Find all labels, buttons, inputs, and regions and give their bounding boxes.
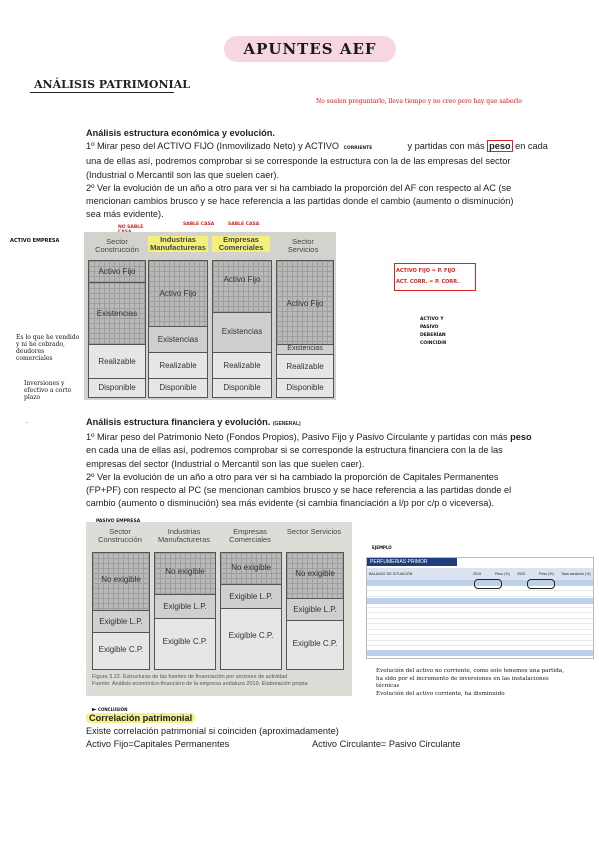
general-note: (GENERAL) [272, 421, 301, 427]
realizable-side-note: Es lo que he vendido y ni he cobrado, deudores comerciales [16, 334, 80, 362]
fig2-c3-excp: Exigible C.P. [286, 620, 344, 670]
fig2-c0-noexigible: No exigible [92, 552, 150, 612]
block2-heading-row [86, 416, 592, 431]
conclusion-right: Activo Circulante= Pasivo Circulante [312, 739, 461, 750]
fig1-header-1: Industrias Manufactureras [148, 236, 208, 252]
conclusion-block: Correlación patrimonial Existe correlación patrimonial si coinciden (aproximadamente) Activo Fijo=Capitales Permanentes Activo Circulante= Pasivo Circulante [86, 712, 586, 751]
fig1-c3-existencias: Existencias [276, 344, 334, 356]
fig2-header-2: Empresas Comerciales [229, 527, 271, 544]
red-equation-box: ACTIVO FIJO = P. FIJO ACT. CORR. = P. CORR. [396, 268, 460, 285]
fig1-c2-disponible: Disponible [212, 378, 272, 398]
fig1-c2-realizable: Realizable [212, 352, 272, 380]
example-circle-1 [474, 579, 502, 589]
example-notes: Evolución del activo no corriente, como solo tenemos una partida, ha sido por el incremento de inversiones en las instalaciones técnicas Evolución del activo corriente, ha disminuido [376, 668, 564, 697]
fig2-c2-exlp: Exigible L.P. [220, 584, 282, 610]
fig1-header-3: Sector Servicios [287, 237, 319, 254]
block1-heading: Análisis estructura económica y evolución. [86, 128, 275, 138]
stray-dot: . [26, 418, 28, 425]
section-underline [30, 92, 174, 93]
fig1-c3-disponible: Disponible [276, 378, 334, 398]
fig1-c0-disponible: Disponible [88, 378, 146, 398]
fig2-header-0: Sector Construcción [98, 527, 142, 544]
fig1-c3-realizable: Realizable [276, 354, 334, 380]
economic-structure-block: Análisis estructura económica y evolución. 1º Mirar peso del ACTIVO FIJO (Inmovilizado Neto) y ACTIVO CORRIENTE y partidas con más peso en cada una de ellas así, podremos comprobar si se corresponde la estructura con la de las empresas del sector (Industrial o Mercantil son las que suelen caer). 2º Ver la evolución de un año a otro para ver si ha cambiado la proporción del AF con respecto al AC (se mencionan cambios brusco y se hace referencia a las partidas donde el cambio (aumento o disminución) sea más evidente). [86, 127, 586, 221]
fig1-c1-existencias: Existencias [148, 326, 208, 354]
section-title: ANÁLISIS PATRIMONIAL [34, 78, 190, 91]
fig2-c2-noexigible: No exigible [220, 552, 282, 586]
block2-heading: Análisis estructura financiera y evolución. [86, 417, 271, 427]
fig2-c1-exlp: Exigible L.P. [154, 594, 216, 620]
fig1-header-0: Sector Construcción [95, 237, 139, 254]
fig1-c0-existencias: Existencias [88, 282, 146, 346]
fig1-c1-disponible: Disponible [148, 378, 208, 398]
activo-empresa-note: ACTIVO EMPRESA [10, 238, 60, 244]
figure2-caption: Figura 3.22. Estructuras de las fuentes de financiación por sectores de actividad Fuente: Análisis económico-financiero de la empresa andaluza 2019. Elaboración propia [92, 674, 308, 687]
handwritten-corriente: CORRIENTE [343, 146, 373, 152]
fig2-header-3: Sector Servicios [286, 527, 342, 536]
fig2-c2-excp: Exigible C.P. [220, 608, 282, 670]
sable-tag-1: SABLE CASA [183, 222, 215, 227]
fig2-c3-noexigible: No exigible [286, 552, 344, 600]
activo-pasivo-note: ACTIVO Y PASIVO DEBERÍAN COINCIDIR [420, 317, 447, 346]
figure1-economic-structure [84, 232, 336, 400]
red-equation-frame [394, 263, 476, 291]
fig1-c2-activo: Activo Fijo [212, 260, 272, 314]
no-sable-tag: NO SABLE [118, 225, 144, 230]
conclusion-heading: Correlación patrimonial [86, 713, 195, 723]
example-circle-2 [527, 579, 555, 589]
sable-tag-2: SABLE CASA [228, 222, 260, 227]
figure2-financial-structure [86, 522, 352, 696]
page-title: APUNTES AEF [224, 36, 396, 62]
block1-p1-line1: 1º Mirar peso del ACTIVO FIJO (Inmovilizado Neto) y ACTIVO CORRIENTE y partidas con más peso en cada [86, 141, 548, 152]
example-label: EJEMPLO [372, 545, 392, 550]
fig2-header-1: Industrias Manufactureras [157, 527, 211, 544]
peso-highlight: peso [489, 141, 511, 152]
fig1-c3-activo: Activo Fijo [276, 260, 334, 346]
conclusion-left: Activo Fijo=Capitales Permanentes [86, 739, 230, 750]
fig2-c0-excp: Exigible C.P. [92, 632, 150, 670]
fig2-c1-excp: Exigible C.P. [154, 618, 216, 670]
example-table [366, 557, 594, 659]
fig2-c3-exlp: Exigible L.P. [286, 598, 344, 622]
example-table-rows [367, 580, 593, 656]
example-table-title: PERFUMERIAS PRIMOR [367, 558, 457, 566]
fig1-c1-activo: Activo Fijo [148, 260, 208, 328]
financial-structure-block: Análisis estructura financiera y evolución. (GENERAL) 1º Mirar peso del Patrimonio Neto (Fondos Propios), Pasivo Fijo y Pasivo Circulante y partidas con más peso en cada una de ellas así, podremos comprobar si se corresponde la estructura financiera con la de las empresas del sector (Industrial o Mercantil son las que suelen caer). 2º Ver la evolución de un año a otro para ver si ha cambiado la proporción de Capitales Permanentes (FP+PF) con respecto al PC (se mencionan cambios brusco y se hace referencia a las partidas donde el cambio (aumento o disminución) sea más evidente (si cambia financiación a l/p por c/p o viceversa). [86, 416, 592, 510]
fig2-c0-exlp: Exigible L.P. [92, 610, 150, 634]
fig1-c0-realizable: Realizable [88, 344, 146, 380]
fig1-c2-existencias: Existencias [212, 312, 272, 354]
conclusion-tag: ► CONCLUSIÓN [92, 706, 128, 713]
fig1-header-2: Empresas Comerciales [212, 236, 270, 252]
red-margin-note: No suelen preguntarlo, lleva tiempo y no creo pero hay que saberlo [316, 98, 522, 105]
fig2-c1-noexigible: No exigible [154, 552, 216, 596]
example-table-header: BALANCE DE SITUACIÓN 2019 Peso (%) 2020 Peso (%) Tasa variación (%) [367, 568, 593, 580]
fig1-c1-realizable: Realizable [148, 352, 208, 380]
fig1-c0-activo: Activo Fijo [88, 260, 146, 284]
disponible-side-note: Inversiones y efectivo a corto plazo [24, 380, 72, 401]
